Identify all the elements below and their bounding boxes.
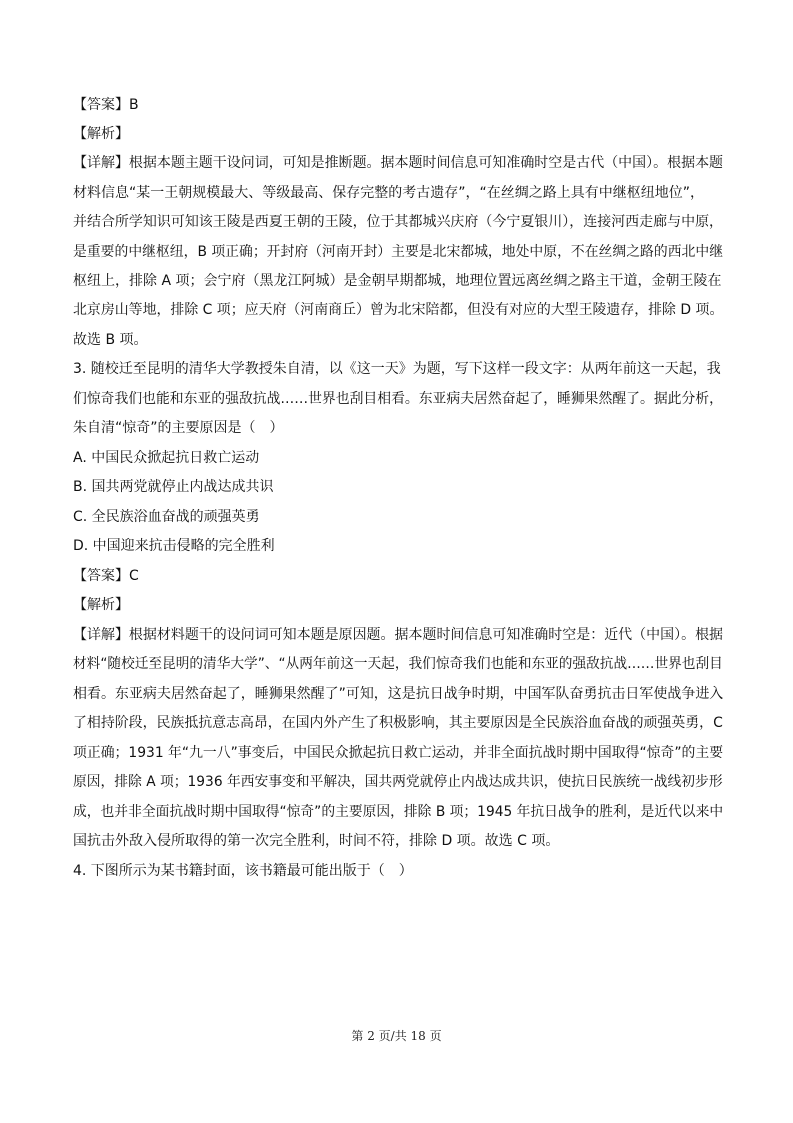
detail-line: 故选 B 项。 bbox=[73, 332, 148, 348]
page-number: 第 2 页/共 18 页 bbox=[351, 1029, 442, 1043]
question-stem-line: 朱自清“惊奇”的主要原因是（ ） bbox=[73, 420, 284, 436]
detail-line: 是重要的中继枢纽，B 项正确；开封府（河南开封）主要是北宋都城，地处中原，不在丝绸之路的西北中继 bbox=[73, 244, 724, 260]
detail-line: 【详解】根据材料题干的设问词可知本题是原因题。据本题时间信息可知准确时空是：近代（中国）。根据 bbox=[73, 627, 724, 643]
detail-line: 了相持阶段，民族抵抗意志高昂，在国内外产生了积极影响，其主要原因是全民族浴血奋战的顽强英勇，C bbox=[73, 715, 723, 731]
question-stem-line: 4. 下图所示为某书籍封面，该书籍最可能出版于（ ） bbox=[73, 863, 413, 879]
option-c: C. 全民族浴血奋战的顽强英勇 bbox=[73, 509, 260, 525]
option-a: A. 中国民众掀起抗日救亡运动 bbox=[73, 450, 260, 466]
detail-line: 原因，排除 A 项；1936 年西安事变和平解决，国共两党就停止内战达成共识，使抗日民族统一战线初步形 bbox=[73, 774, 723, 790]
option-b: B. 国共两党就停止内战达成共识 bbox=[73, 479, 274, 495]
analysis-label: 【解析】 bbox=[73, 597, 129, 613]
question-stem-line: 们惊奇我们也能和东亚的强敌抗战……世界也刮目相看。东亚病夫居然奋起了，睡狮果然醒了。据此分析， bbox=[73, 391, 723, 407]
detail-line: 国抗击外敌入侵所取得的第一次完全胜利，时间不符，排除 D 项。故选 C 项。 bbox=[73, 833, 560, 849]
detail-line: 并结合所学知识可知该王陵是西夏王朝的王陵，位于其都城兴庆府（今宁夏银川），连接河西走廊与中原， bbox=[73, 214, 724, 230]
question-stem-line: 3. 随校迁至昆明的清华大学教授朱自清，以《这一天》为题，写下这样一段文字：从两年前这一天起，我 bbox=[73, 361, 721, 377]
detail-line: 【详解】根据本题主题干设问词，可知是推断题。据本题时间信息可知准确时空是古代（中国）。根据本题 bbox=[73, 155, 724, 171]
detail-line: 材料信息“某一王朝规模最大、等级最高、保存完整的考古遗存”，“在丝绸之路上具有中继枢纽地位”， bbox=[73, 185, 705, 201]
detail-line: 北京房山等地，排除 C 项；应天府（河南商丘）曾为北宋陪都，但没有对应的大型王陵遗存，排除 D 项。 bbox=[73, 302, 724, 318]
detail-line: 成，也并非全面抗战时期中国取得“惊奇”的主要原因，排除 B 项；1945 年抗日战争的胜利，是近代以来中 bbox=[73, 804, 724, 820]
detail-line: 相看。东亚病夫居然奋起了，睡狮果然醒了”可知，这是抗日战争时期，中国军队奋勇抗击日军使战争进入 bbox=[73, 686, 724, 702]
answer-line: 【答案】B bbox=[73, 97, 139, 113]
detail-line: 项正确；1931 年“九一八”事变后，中国民众掀起抗日救亡运动，并非全面抗战时期中国取得“惊奇”的主要 bbox=[73, 745, 724, 761]
answer-line: 【答案】C bbox=[73, 568, 139, 584]
analysis-label: 【解析】 bbox=[73, 126, 129, 142]
detail-line: 枢纽上，排除 A 项；会宁府（黑龙江阿城）是金朝早期都城，地理位置远离丝绸之路主干道，金朝王陵在 bbox=[73, 273, 722, 289]
detail-line: 材料“随校迁至昆明的清华大学”、“从两年前这一天起，我们惊奇我们也能和东亚的强敌抗战……世界也刮目 bbox=[73, 656, 723, 672]
option-d: D. 中国迎来抗击侵略的完全胜利 bbox=[73, 538, 275, 554]
